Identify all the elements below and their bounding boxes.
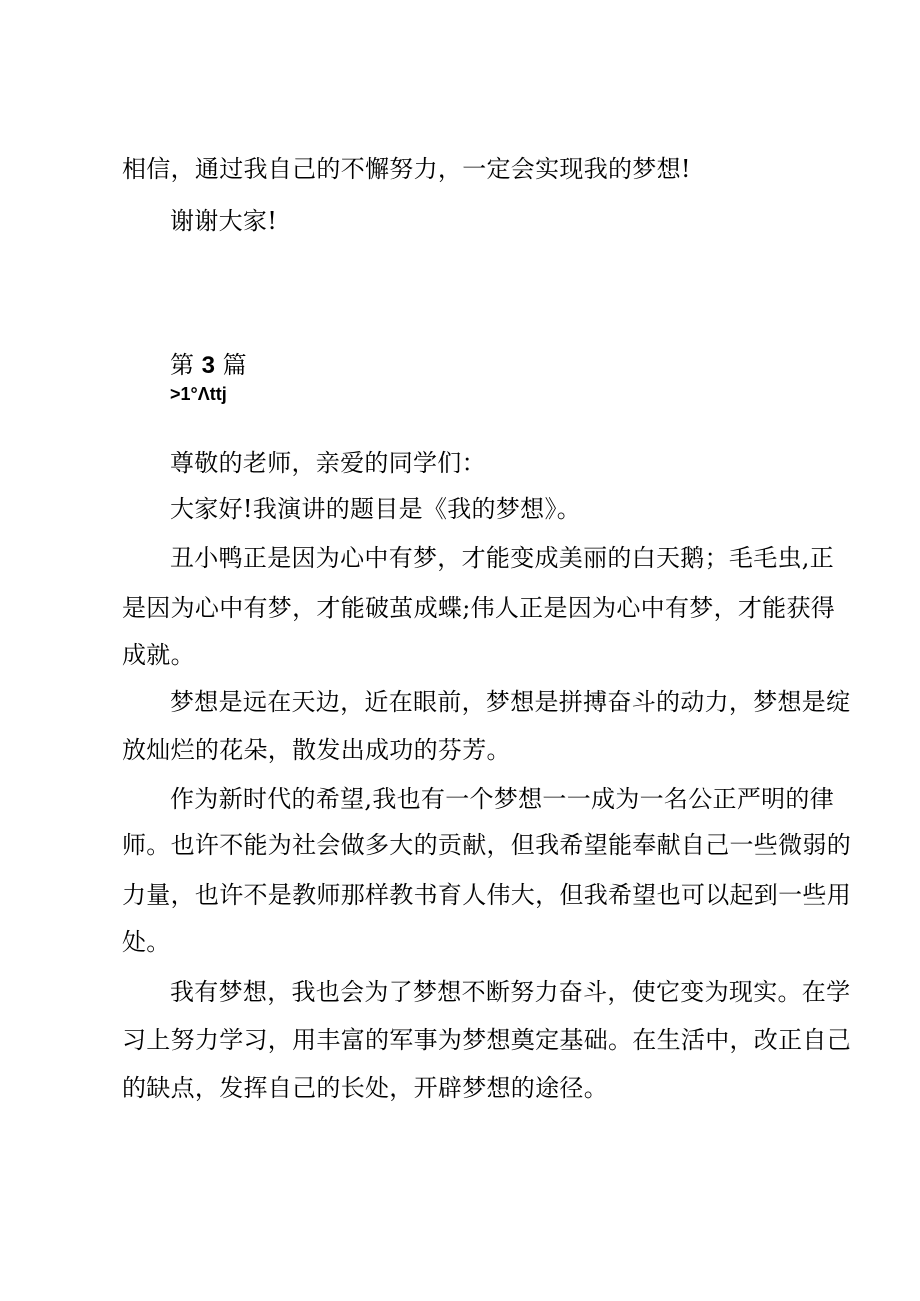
paragraph-1-line-1: 丑小鸭正是因为心中有梦，才能变成美丽的白天鹅；毛毛虫,正 [170, 544, 835, 572]
paragraph-4-line-2: 习上努力学习，用丰富的军事为梦想奠定基础。在生活中，改正自己 [122, 1026, 851, 1054]
paragraph-4-line-3: 的缺点，发挥自己的长处，开辟梦想的途径。 [122, 1074, 608, 1102]
heading-number: 3 [201, 352, 215, 379]
paragraph-1-line-2: 是因为心中有梦，才能破茧成蝶;伟人正是因为心中有梦，才能获得 [122, 594, 836, 622]
closing-line: 相信，通过我自己的不懈努力，一定会实现我的梦想! [122, 155, 691, 183]
paragraph-1-line-3: 成就。 [122, 641, 195, 669]
salutation-line: 尊敬的老师，亲爱的同学们： [170, 449, 486, 477]
paragraph-2-line-1: 梦想是远在天边，近在眼前，梦想是拼搏奋斗的动力，梦想是绽 [170, 688, 851, 716]
paragraph-4-line-1: 我有梦想，我也会为了梦想不断努力奋斗，使它变为现实。在学 [170, 978, 851, 1006]
section-heading [170, 351, 247, 380]
garbled-subtitle: >1°Λttj [170, 384, 227, 404]
paragraph-2-line-2: 放灿烂的花朵，散发出成功的芬芳。 [122, 736, 511, 764]
paragraph-3-line-1: 作为新时代的希望,我也有一个梦想一一成为一名公正严明的律 [170, 785, 835, 813]
intro-line: 大家好!我演讲的题目是《我的梦想》。 [170, 495, 582, 523]
heading-prefix: 第 [170, 351, 194, 379]
thanks-line: 谢谢大家! [170, 207, 278, 235]
paragraph-3-line-3: 力量，也许不是教师那样教书育人伟大，但我希望也可以起到一些用 [122, 881, 851, 909]
paragraph-3-line-2: 师。也许不能为社会做多大的贡献，但我希望能奉献自己一些微弱的 [122, 831, 851, 859]
paragraph-3-line-4: 处。 [122, 928, 171, 956]
heading-suffix: 篇 [222, 351, 247, 379]
